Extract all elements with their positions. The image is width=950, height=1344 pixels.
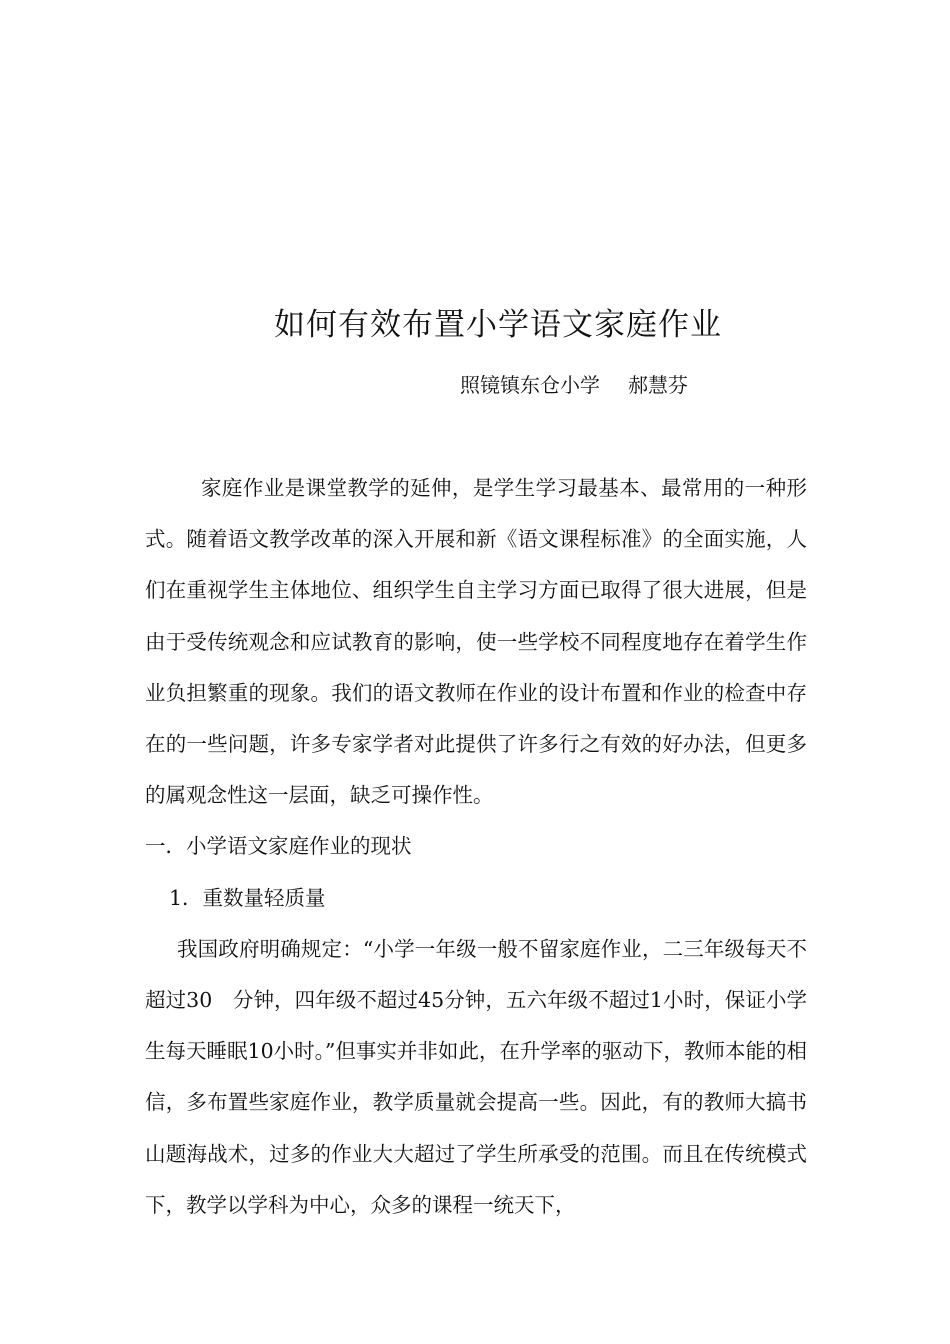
byline xyxy=(460,370,688,400)
author-name: 郝慧芬 xyxy=(628,373,688,397)
body-paragraph: 我国政府明确规定：“小学一年级一般不留家庭作业，二三年级每天不超过30 分钟，四年级不超过45分钟，五六年级不超过1小时，保证小学生每天睡眠10小时。”但事实并非如此，在升学率的驱动下，教师本能的相信，多布置些家庭作业，教学质量就会提高一些。因此，有的教师大搞书山题海战术，过多的作业大大超过了学生所承受的范围。而且在传统模式下，教学以学科为中心，众多的课程一统天下， xyxy=(145,936,807,1217)
body-text xyxy=(145,463,807,1231)
intro-paragraph: 家庭作业是课堂教学的延伸，是学生学习最基本、最常用的一种形式。随着语文教学改革的深入开展和新《语文课程标准》的全面实施，人们在重视学生主体地位、组织学生自主学习方面已取得了很大进展，但是由于受传统观念和应试教育的影响，使一些学校不同程度地存在着学生作业负担繁重的现象。我们的语文教师在作业的设计布置和作业的检查中存在的一些问题，许多专家学者对此提供了许多行之有效的好办法，但更多的属观念性这一层面，缺乏可操作性。 xyxy=(145,476,807,808)
subsection-heading: 1．重数量轻质量 xyxy=(169,885,326,910)
document-title: 如何有效布置小学语文家庭作业 xyxy=(274,307,722,343)
section-heading: 一．小学语文家庭作业的现状 xyxy=(145,834,412,859)
school-name: 照镜镇东仓小学 xyxy=(460,373,600,397)
